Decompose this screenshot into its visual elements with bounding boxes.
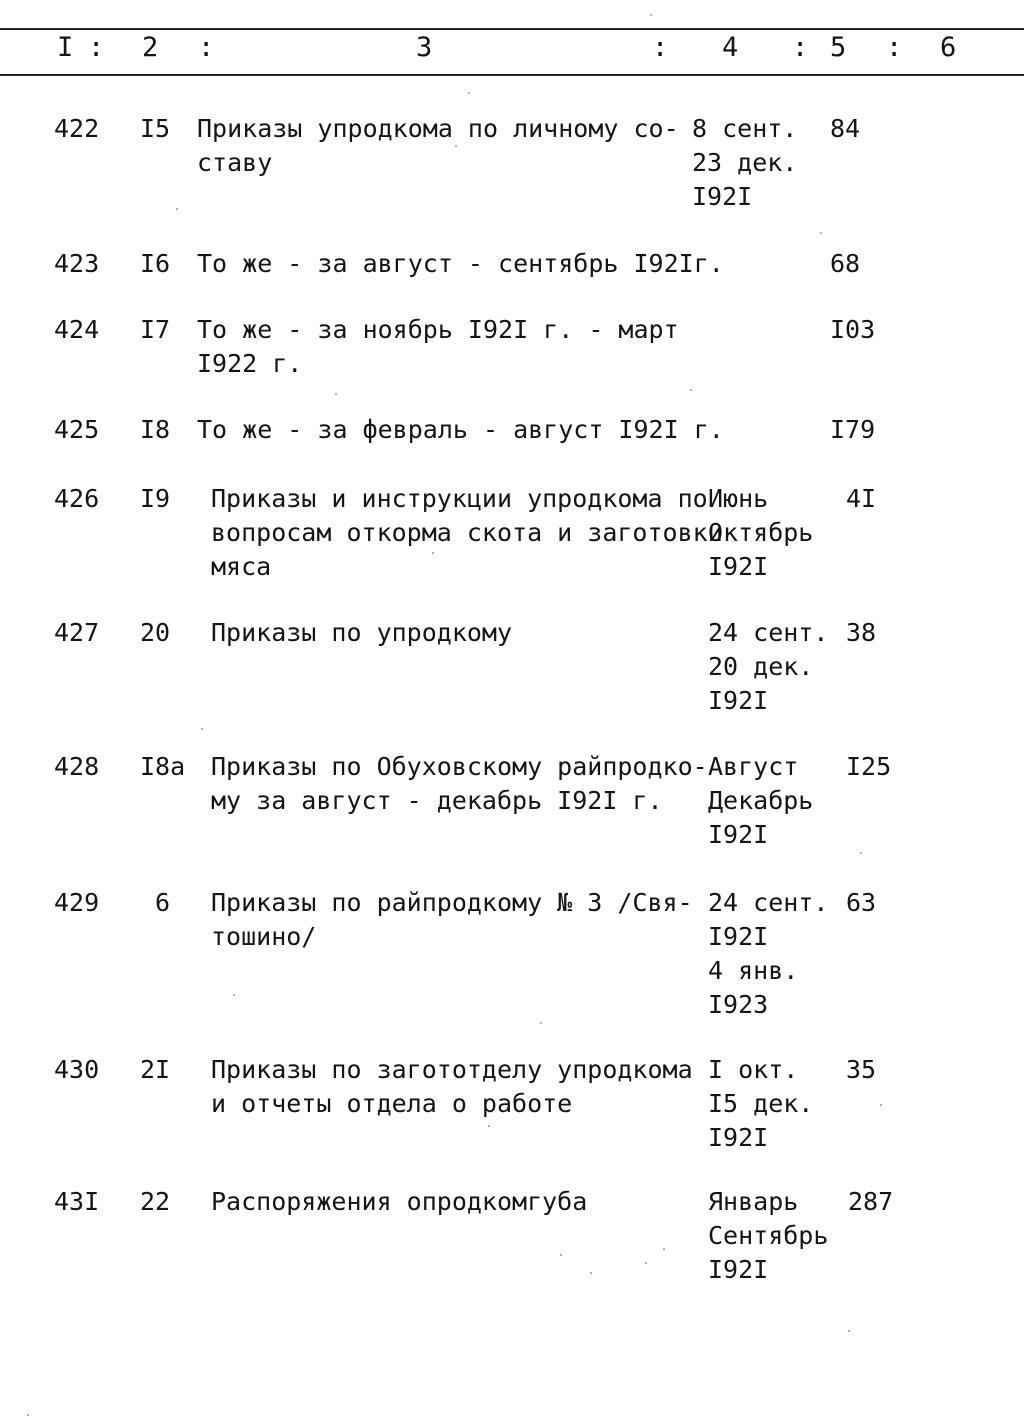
date-line: I923 — [708, 990, 769, 1019]
item-number: I9 — [140, 484, 171, 513]
item-number: I7 — [140, 315, 171, 344]
noise-speck — [590, 1272, 592, 1274]
title-line: То же - за ноябрь I92I г. - март — [197, 315, 679, 344]
item-title — [197, 313, 679, 381]
row-number: 430 — [54, 1055, 100, 1084]
date-line: Октябрь — [708, 518, 814, 547]
header-sep: : — [652, 32, 669, 63]
item-number: 6 — [155, 888, 171, 917]
header-col4: 4 — [722, 32, 739, 63]
sheet-count: 4I — [846, 484, 877, 513]
item-number: I8 — [140, 415, 171, 444]
noise-speck — [488, 1125, 490, 1127]
title-line: вопросам откорма скота и заготовки — [211, 518, 723, 547]
header-col6: 6 — [940, 32, 957, 63]
title-line: ставу — [197, 148, 273, 177]
title-line: То же - за август - сентябрь I92Iг. — [197, 249, 724, 278]
noise-speck — [233, 994, 235, 996]
date-line: Июнь — [708, 484, 769, 513]
row-number: 422 — [54, 114, 100, 143]
row-number: 425 — [54, 415, 100, 444]
header-sep: : — [792, 32, 809, 63]
title-line: му за август - декабрь I92I г. — [211, 786, 663, 815]
title-line: Распоряжения опродкомгуба — [211, 1187, 588, 1216]
row-number: 426 — [54, 484, 100, 513]
title-line: Приказы по упродкому — [211, 618, 513, 647]
date-line: I92I — [708, 1123, 769, 1152]
header-bottom-rule — [0, 74, 1024, 76]
title-line: I922 г. — [197, 349, 303, 378]
header-col2: 2 — [142, 32, 159, 63]
title-line: мяса — [211, 552, 272, 581]
item-title — [197, 413, 724, 447]
sheet-count: I79 — [830, 415, 876, 444]
noise-speck — [650, 14, 652, 16]
date-line: Декабрь — [708, 786, 814, 815]
item-dates — [692, 112, 797, 214]
header-col3: 3 — [416, 32, 433, 63]
header-sep: : — [198, 32, 215, 63]
item-title — [211, 750, 708, 818]
item-dates — [708, 1185, 828, 1287]
row-number: 427 — [54, 618, 100, 647]
item-number: 22 — [140, 1187, 171, 1216]
item-number: 20 — [140, 618, 171, 647]
item-number: 2I — [140, 1055, 171, 1084]
noise-speck — [645, 1262, 647, 1264]
item-number: I5 — [140, 114, 171, 143]
noise-speck — [860, 852, 862, 854]
noise-speck — [690, 389, 692, 391]
date-line: 8 сент. — [692, 114, 798, 143]
sheet-count: 84 — [830, 114, 861, 143]
noise-speck — [820, 232, 822, 234]
date-line: 24 сент. — [708, 618, 829, 647]
date-line: Январь — [708, 1187, 799, 1216]
title-line: Приказы упродкома по личному со- — [197, 114, 679, 143]
noise-speck — [468, 92, 470, 94]
row-number: 423 — [54, 249, 100, 278]
date-line: I92I — [708, 1255, 769, 1284]
sheet-count: 38 — [846, 618, 877, 647]
date-line: I5 дек. — [708, 1089, 814, 1118]
sheet-count: I25 — [846, 752, 892, 781]
sheet-count: 287 — [848, 1187, 894, 1216]
item-dates — [708, 482, 813, 584]
item-title — [211, 482, 723, 584]
date-line: 24 сент. — [708, 888, 829, 917]
date-line: 20 дек. — [708, 652, 814, 681]
date-line: Август — [708, 752, 799, 781]
title-line: тошино/ — [211, 922, 317, 951]
row-number: 43I — [54, 1187, 100, 1216]
item-title — [211, 1053, 693, 1121]
noise-speck — [201, 728, 203, 730]
item-number: I6 — [140, 249, 171, 278]
sheet-count: I03 — [830, 315, 876, 344]
item-dates — [708, 750, 813, 852]
title-line: Приказы и инструкции упродкома по — [211, 484, 708, 513]
date-line: I92I — [708, 820, 769, 849]
item-title — [211, 616, 512, 650]
item-dates — [708, 616, 828, 718]
item-number: I8а — [140, 752, 186, 781]
title-line: Приказы по загототделу упродкома — [211, 1055, 693, 1084]
title-line: То же - за февраль - август I92I г. — [197, 415, 724, 444]
item-title — [211, 1185, 587, 1219]
row-number: 428 — [54, 752, 100, 781]
header-sep: : — [886, 32, 903, 63]
date-line: 4 янв. — [708, 956, 799, 985]
item-dates — [708, 1053, 813, 1155]
header-top-rule — [0, 28, 1024, 30]
noise-speck — [880, 1104, 882, 1106]
title-line: Приказы по Обуховскому райпродко- — [211, 752, 708, 781]
noise-speck — [540, 1022, 542, 1024]
date-line: I92I — [708, 922, 769, 951]
sheet-count: 35 — [846, 1055, 877, 1084]
row-number: 429 — [54, 888, 100, 917]
date-line: I92I — [708, 686, 769, 715]
date-line: I92I — [708, 552, 769, 581]
sheet-count: 63 — [846, 888, 877, 917]
noise-speck — [176, 208, 178, 210]
date-line: I окт. — [708, 1055, 799, 1084]
date-line: I92I — [692, 182, 753, 211]
header-col1: I — [57, 32, 74, 63]
item-title — [197, 247, 724, 281]
row-number: 424 — [54, 315, 100, 344]
title-line: и отчеты отдела о работе — [211, 1089, 573, 1118]
item-dates — [708, 886, 828, 1022]
item-title — [211, 886, 693, 954]
noise-speck — [560, 1254, 562, 1256]
header-col5: 5 — [830, 32, 847, 63]
date-line: 23 дек. — [692, 148, 798, 177]
noise-speck — [27, 1414, 29, 1416]
noise-speck — [663, 1248, 665, 1250]
date-line: Сентябрь — [708, 1221, 829, 1250]
noise-speck — [335, 393, 337, 395]
noise-speck — [455, 145, 457, 147]
sheet-count: 68 — [830, 249, 861, 278]
noise-speck — [432, 552, 434, 554]
item-title — [197, 112, 679, 180]
header-sep: : — [88, 32, 105, 63]
noise-speck — [848, 1330, 850, 1332]
title-line: Приказы по райпродкому № 3 /Свя- — [211, 888, 693, 917]
